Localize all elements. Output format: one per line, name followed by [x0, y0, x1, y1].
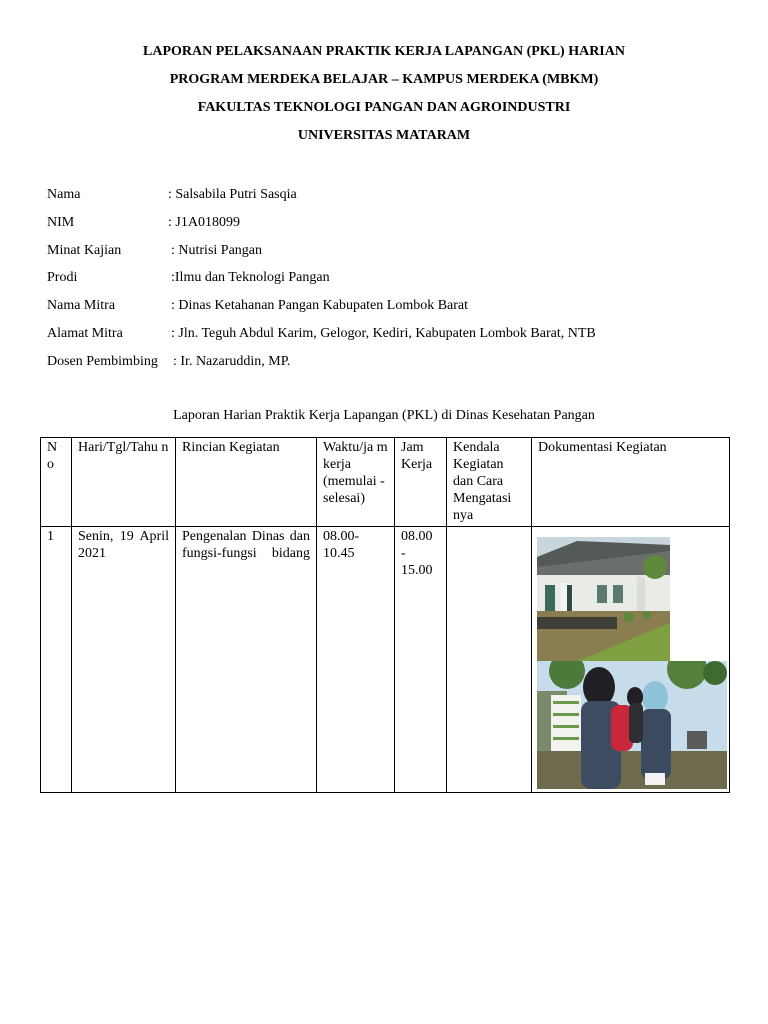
student-info	[47, 184, 596, 379]
info-row-mitra	[47, 295, 469, 323]
info-row-minat	[47, 240, 262, 268]
header-line-1: LAPORAN PELAKSANAAN PRAKTIK KERJA LAPANGAN (PKL) HARIAN	[143, 44, 625, 59]
dosen-value: : Ir. Nazaruddin, MP.	[173, 353, 291, 369]
header-line-4: UNIVERSITAS MATARAM	[297, 128, 471, 143]
alamat-label: Alamat Mitra	[47, 325, 123, 341]
header-line-2: PROGRAM MERDEKA BELAJAR – KAMPUS MERDEKA (MBKM)	[169, 72, 599, 87]
info-row-nama	[47, 184, 297, 212]
cell-no: 1	[41, 527, 72, 793]
documentation-photo-building	[537, 537, 670, 661]
nama-value: : Salsabila Putri Sasqia	[168, 187, 297, 202]
col-header-waktu: Waktu/ja m kerja (memulai -selesai)	[317, 438, 395, 527]
dosen-label: Dosen Pembimbing	[47, 353, 158, 369]
col-header-rincian: Rincian Kegiatan	[176, 438, 317, 527]
nim-label: NIM	[47, 214, 75, 230]
cell-waktu: 08.00- 10.45	[317, 527, 395, 793]
info-row-alamat	[47, 323, 596, 351]
col-header-kendala: Kendala Kegiatan dan Cara Mengatasi nya	[447, 438, 532, 527]
documentation-photo-visit	[537, 661, 727, 789]
table-caption: Laporan Harian Praktik Kerja Lapangan (PKL) di Dinas Kesehatan Pangan	[173, 408, 595, 423]
cell-rincian: Pengenalan Dinas dan fungsi-fungsi bidang	[176, 527, 317, 793]
cell-kendala	[447, 527, 532, 793]
table-header-row	[41, 438, 730, 527]
info-row-dosen	[47, 351, 291, 379]
col-header-hari: Hari/Tgl/Tahu n	[72, 438, 176, 527]
prodi-value: :Ilmu dan Teknologi Pangan	[171, 270, 330, 286]
col-header-dokumentasi: Dokumentasi Kegiatan	[532, 438, 730, 527]
report-header	[0, 41, 768, 153]
mitra-label: Nama Mitra	[47, 298, 116, 314]
cell-jam: 08.00 - 15.00	[395, 527, 447, 793]
minat-label: Minat Kajian	[47, 242, 122, 258]
col-header-no: N o	[41, 438, 72, 527]
minat-value: : Nutrisi Pangan	[171, 242, 262, 258]
prodi-label: Prodi	[47, 270, 78, 286]
alamat-value: : Jln. Teguh Abdul Karim, Gelogor, Kediri, Kabupaten Lombok Barat, NTB	[171, 325, 596, 341]
nama-label: Nama	[47, 187, 81, 202]
info-row-prodi	[47, 267, 330, 295]
col-header-jam: Jam Kerja	[395, 438, 447, 527]
info-row-nim	[47, 212, 240, 240]
table-row	[41, 527, 730, 793]
activity-table	[40, 437, 730, 793]
cell-dokumentasi	[532, 527, 730, 793]
nim-value: : J1A018099	[168, 214, 240, 230]
header-line-3: FAKULTAS TEKNOLOGI PANGAN DAN AGROINDUSTRI	[197, 100, 571, 115]
mitra-value: : Dinas Ketahanan Pangan Kabupaten Lombok Barat	[171, 298, 469, 314]
cell-hari: Senin, 19 April 2021	[72, 527, 176, 793]
